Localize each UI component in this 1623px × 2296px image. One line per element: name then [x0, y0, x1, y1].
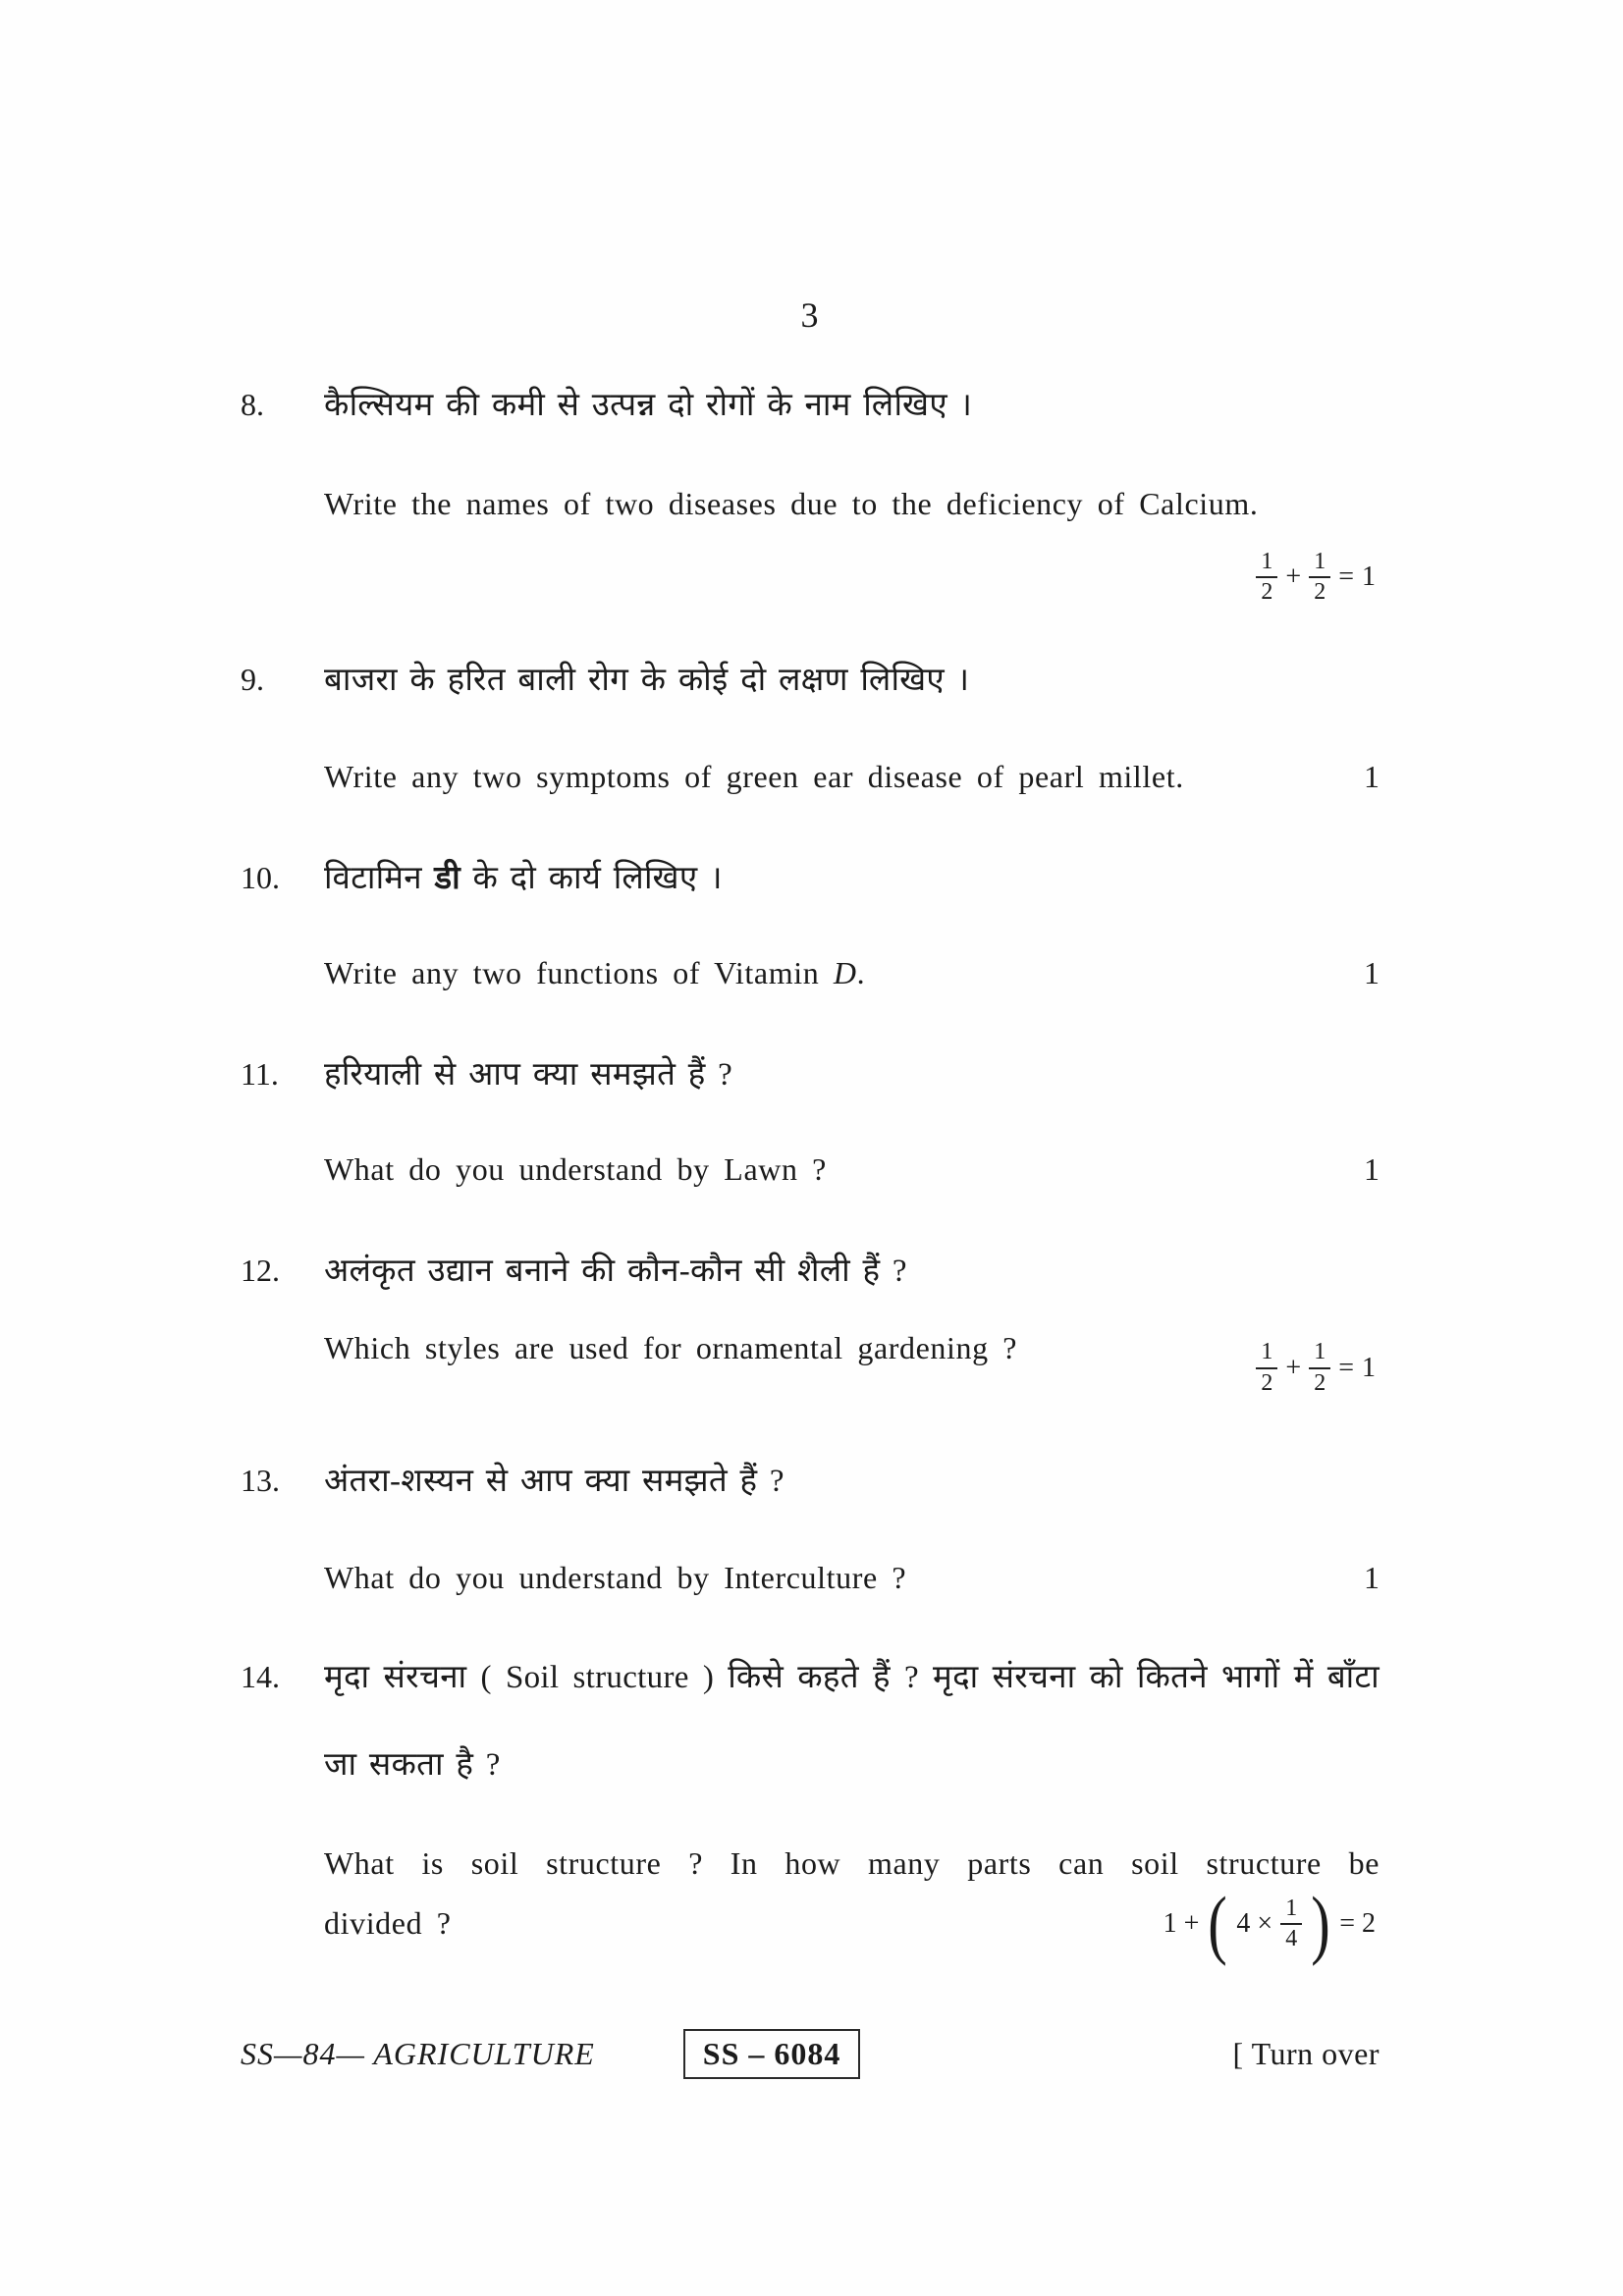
question-12-number: 12.	[241, 1253, 280, 1289]
marks-result: 1	[1362, 561, 1376, 593]
question-11-english-row	[324, 1151, 1380, 1188]
question-14	[241, 1653, 1380, 1697]
question-11-hindi-text: हरियाली से आप क्या समझते हैं ?	[324, 1057, 733, 1094]
plus-operator: +	[1285, 1352, 1302, 1383]
question-13	[241, 1457, 1380, 1501]
hindi-text-part: विटामिन	[324, 861, 435, 897]
fraction-numerator: 1	[1309, 550, 1330, 578]
question-9-english-row	[324, 759, 1380, 795]
question-14-hindi-line2-row	[324, 1740, 1380, 1785]
formula-inner: 4 ×	[1236, 1907, 1273, 1939]
question-11-english-text: What do you understand by Lawn ?	[324, 1151, 827, 1188]
question-10-number: 10.	[241, 860, 280, 896]
page-number: 3	[800, 295, 820, 335]
fraction	[1309, 550, 1330, 605]
question-8-hindi-text: कैल्सियम की कमी से उत्पन्न दो रोगों के नाम लिखिए ।	[324, 388, 973, 423]
close-paren: )	[1311, 1880, 1330, 1966]
question-12	[241, 1247, 1380, 1291]
question-8-number: 8.	[241, 387, 264, 422]
question-8	[241, 381, 1380, 425]
question-14-english-line1: What is soil structure ? In how many parts can soil structure be	[324, 1844, 1380, 1881]
english-text-part: .	[856, 955, 866, 991]
question-14-hindi-line2: जा सकता है ?	[324, 1746, 501, 1783]
equals-operator: =	[1338, 561, 1354, 593]
question-10	[241, 854, 1380, 898]
fraction-denominator: 2	[1314, 1369, 1326, 1396]
fraction-denominator: 2	[1261, 579, 1273, 606]
question-12-english-text: Which styles are used for ornamental gardening ?	[324, 1330, 1018, 1366]
question-14-number: 14.	[241, 1658, 280, 1694]
question-11-number: 11.	[241, 1056, 279, 1093]
question-13-hindi-text: अंतरा-शस्यन से आप क्या समझते हैं ?	[324, 1463, 784, 1499]
marks-result: 1	[1362, 1352, 1376, 1383]
fraction-denominator: 4	[1285, 1925, 1298, 1951]
question-14-english-line2: divided ?	[324, 1905, 452, 1942]
fraction	[1309, 1340, 1330, 1395]
question-12-hindi-text: अलंकृत उद्यान बनाने की कौन-कौन सी शैली हैं ?	[324, 1254, 907, 1290]
question-12-english-row	[324, 1330, 1380, 1395]
plus-operator: +	[1285, 561, 1302, 593]
question-8-english-row	[324, 486, 1380, 522]
question-13-marks: 1	[1364, 1559, 1380, 1595]
fraction	[1256, 1340, 1277, 1395]
fraction-denominator: 2	[1314, 579, 1326, 606]
english-text-italic-part: D	[833, 955, 857, 991]
question-14-english-row1	[324, 1845, 1380, 1882]
question-10-hindi-text	[324, 854, 1380, 898]
fraction-numerator: 1	[1280, 1896, 1302, 1925]
question-8-marks-formula	[1252, 550, 1380, 605]
question-10-english-row	[324, 955, 1380, 991]
question-10-english-text	[324, 955, 1364, 991]
question-14-english-row2	[324, 1880, 1380, 1966]
question-14-hindi-line1: मृदा संरचना ( Soil structure ) किसे कहते हैं ? मृदा संरचना को कितने भागों में बाँटा	[324, 1659, 1380, 1695]
fraction	[1280, 1896, 1302, 1951]
paper-code-label: SS—84— AGRICULTURE	[241, 2036, 595, 2072]
question-9-marks: 1	[1364, 759, 1380, 795]
question-8-english-text: Write the names of two diseases due to the deficiency of Calcium.	[324, 486, 1259, 521]
question-9-english-text: Write any two symptoms of green ear disease of pearl millet.	[324, 759, 1184, 795]
fraction-numerator: 1	[1309, 1340, 1330, 1368]
open-paren: (	[1208, 1880, 1228, 1966]
turn-over-label: [ Turn over	[1232, 2036, 1380, 2072]
question-8-marks-row	[324, 550, 1380, 605]
hindi-text-part: के दो कार्य लिखिए ।	[460, 861, 723, 897]
english-text-part: Write any two functions of Vitamin	[324, 955, 834, 991]
question-13-english-row	[324, 1560, 1380, 1596]
fraction-numerator: 1	[1256, 550, 1277, 578]
question-13-english-text: What do you understand by Interculture ?	[324, 1559, 907, 1595]
question-10-marks: 1	[1364, 955, 1380, 991]
paper-number-box: SS – 6084	[683, 2029, 861, 2079]
page-footer	[241, 2029, 1380, 2079]
fraction-numerator: 1	[1256, 1340, 1277, 1368]
question-9-hindi-text: बाजरा के हरित बाली रोग के कोई दो लक्षण लिखिए ।	[324, 663, 970, 699]
formula-lead: 1 +	[1163, 1907, 1200, 1939]
question-13-number: 13.	[241, 1462, 280, 1498]
equals-operator: =	[1338, 1352, 1354, 1383]
question-11	[241, 1050, 1380, 1095]
fraction	[1256, 550, 1277, 605]
question-9	[241, 656, 1380, 700]
fraction-denominator: 2	[1261, 1369, 1273, 1396]
hindi-text-bold-part: डी	[434, 861, 460, 897]
formula-result: = 2	[1339, 1907, 1376, 1939]
question-12-marks-formula	[1252, 1340, 1380, 1395]
question-11-marks: 1	[1364, 1151, 1380, 1188]
question-9-number: 9.	[241, 662, 264, 698]
question-14-marks-formula	[1160, 1880, 1380, 1966]
